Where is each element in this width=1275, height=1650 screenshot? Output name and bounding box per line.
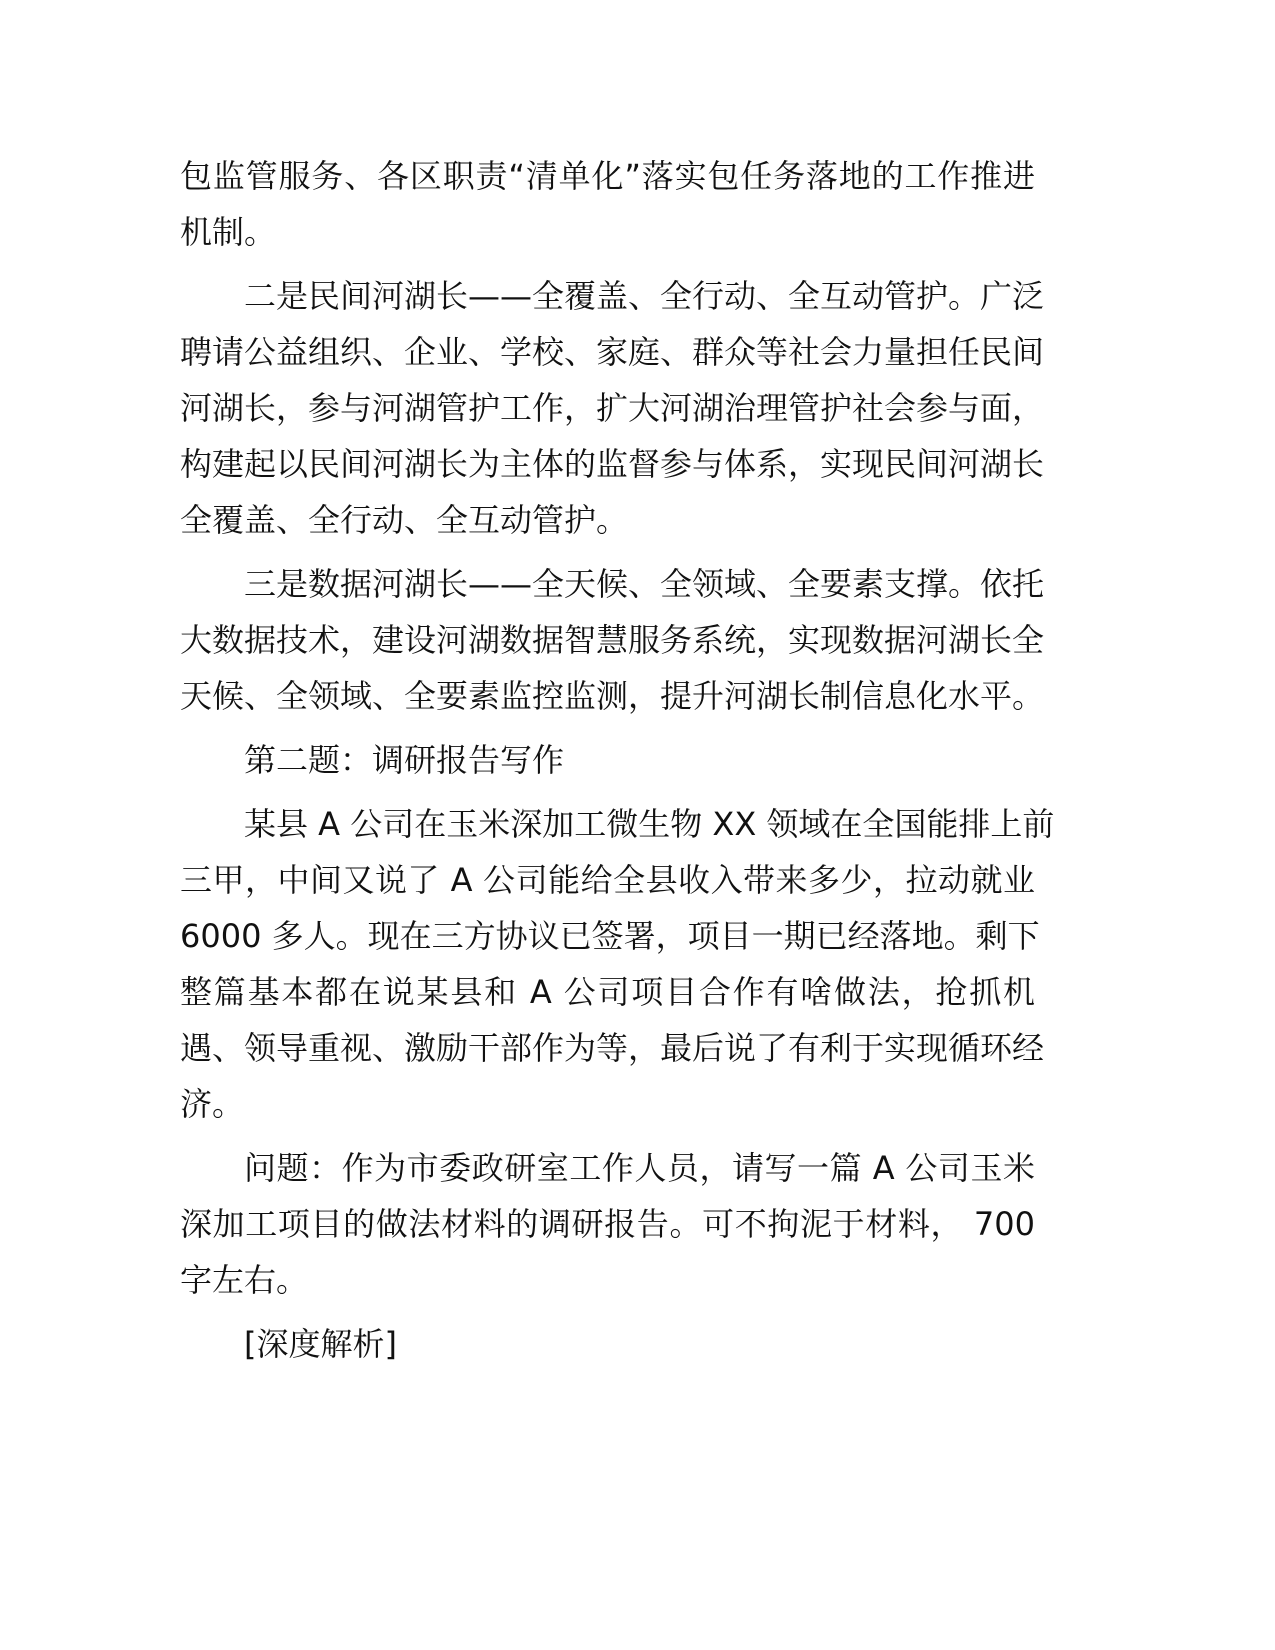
paragraph-question <box>180 1140 1035 1308</box>
text-line: 第二题：调研报告写作 <box>244 741 565 779</box>
text-line: 济。 <box>180 1085 245 1123</box>
text-line: 6000 多人。现在三方协议已签署，项目一期已经落地。剩下 <box>180 917 1040 955</box>
text-line: 三甲，中间又说了 A 公司能给全县收入带来多少，拉动就业 <box>180 861 1035 899</box>
text-line: 机制。 <box>180 213 277 251</box>
paragraph-civil-river-chief <box>180 268 1045 548</box>
text-line: 大数据技术，建设河湖数据智慧服务系统，实现数据河湖长全 <box>180 621 1045 659</box>
text-line: 构建起以民间河湖长为主体的监督参与体系，实现民间河湖长 <box>180 445 1045 483</box>
text-line: 包监管服务、各区职责“清单化”落实包任务落地的工作推进 <box>180 157 1035 195</box>
paragraph-material <box>180 796 1055 1132</box>
question-heading <box>180 732 1035 788</box>
paragraph-data-river-chief <box>180 556 1045 724</box>
text-line: 天候、全领域、全要素监控监测，提升河湖长制信息化水平。 <box>180 677 1045 715</box>
text-line: 某县 A 公司在玉米深加工微生物 XX 领域在全国能排上前 <box>244 805 1055 843</box>
text-line: 三是数据河湖长——全天候、全领域、全要素支撑。依托 <box>244 565 1045 603</box>
text-line: 深加工项目的做法材料的调研报告。可不拘泥于材料， 700 <box>180 1205 1035 1243</box>
analysis-heading <box>180 1316 1035 1372</box>
text-line: 整篇基本都在说某县和 A 公司项目合作有啥做法，抢抓机 <box>180 973 1035 1011</box>
text-line: 字左右。 <box>180 1261 309 1299</box>
document-page <box>180 148 1055 1380</box>
text-line: 河湖长，参与河湖管护工作，扩大河湖治理管护社会参与面， <box>180 389 1045 427</box>
paragraph-mechanism-continuation <box>180 148 1035 260</box>
text-line: 聘请公益组织、企业、学校、家庭、群众等社会力量担任民间 <box>180 333 1045 371</box>
text-line: 二是民间河湖长——全覆盖、全行动、全互动管护。广泛 <box>244 277 1045 315</box>
text-line: 遇、领导重视、激励干部作为等，最后说了有利于实现循环经 <box>180 1029 1045 1067</box>
text-line: 问题：作为市委政研室工作人员，请写一篇 A 公司玉米 <box>244 1149 1035 1187</box>
text-line: [深度解析] <box>244 1325 397 1363</box>
text-line: 全覆盖、全行动、全互动管护。 <box>180 501 629 539</box>
